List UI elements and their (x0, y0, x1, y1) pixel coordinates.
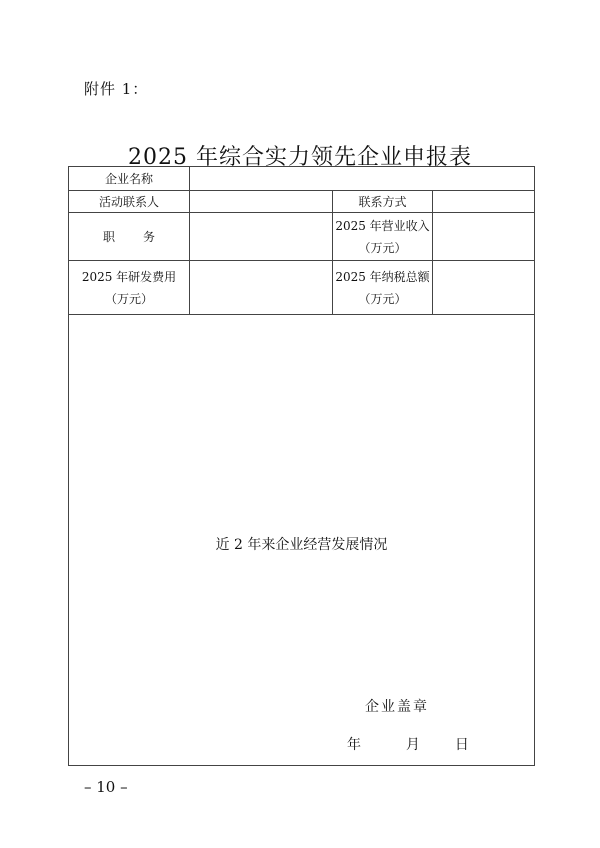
company-name-label: 企业名称 (69, 167, 190, 191)
position-field[interactable] (190, 213, 333, 261)
day-label: 日 (454, 737, 469, 753)
section-heading: 近 2 年来企业经营发展情况 (215, 537, 388, 553)
revenue-label: 2025 年营业收入 （万元） (333, 213, 433, 261)
month-label: 月 (405, 737, 420, 753)
rd-expense-field[interactable] (190, 261, 333, 315)
contact-method-label: 联系方式 (333, 191, 433, 213)
tax-total-field[interactable] (433, 261, 535, 315)
contact-person-field[interactable] (190, 191, 333, 213)
business-development-section[interactable] (69, 315, 535, 766)
page-number: – 10 – (84, 778, 128, 796)
form-title: 2025 年综合实力领先企业申报表 (128, 145, 472, 170)
company-seal-label: 企业盖章 (365, 699, 429, 715)
revenue-field[interactable] (433, 213, 535, 261)
company-name-field[interactable] (190, 167, 535, 191)
application-form-table (68, 166, 535, 766)
year-label: 年 (347, 737, 361, 753)
rd-expense-label: 2025 年研发费用 （万元） (69, 261, 190, 315)
attachment-label: 附件 1： (84, 80, 149, 98)
position-label: 职 务 (69, 213, 190, 261)
contact-method-field[interactable] (433, 191, 535, 213)
contact-person-label: 活动联系人 (69, 191, 190, 213)
tax-total-label: 2025 年纳税总额 （万元） (333, 261, 433, 315)
date-line (347, 734, 469, 754)
